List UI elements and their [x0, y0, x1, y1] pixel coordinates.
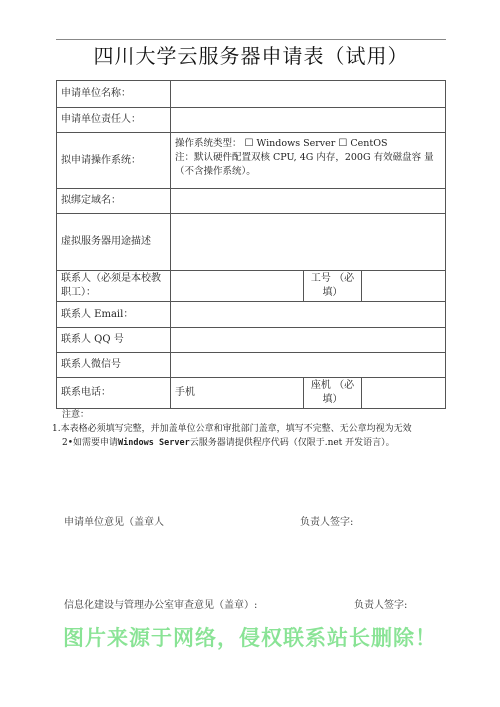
centos-option-label: CentOS	[350, 138, 388, 149]
watermark-text: 图片来源于网络，侵权联系站长删除！	[63, 626, 437, 650]
qq-field[interactable]	[171, 328, 446, 353]
unit-opinion-label: 申请单位意见（盖章人	[64, 517, 164, 528]
purpose-label: 虚拟服务器用途描述	[57, 214, 171, 271]
purpose-field[interactable]	[171, 214, 446, 271]
row-unit-owner	[57, 108, 446, 133]
windows-option-label: Windows Server	[256, 138, 336, 149]
contact-field[interactable]	[171, 271, 304, 302]
application-form-table	[56, 80, 446, 409]
row-email	[57, 302, 446, 328]
os-note-line1: 注：默认硬件配置双核 CPU, 4G 内存，200G 有效磁盘容 量	[175, 152, 434, 163]
row-domain	[57, 189, 446, 214]
applicant-unit-label: 申请单位名称：	[57, 81, 171, 108]
row-phone	[57, 378, 446, 409]
row-applicant-unit	[57, 81, 446, 108]
signer-2-label: 负责人签字:	[354, 600, 408, 611]
phone-label: 联系电话：	[57, 378, 171, 409]
office-opinion-label: 信息化建设与管理办公室审查意见（盖章）:	[64, 600, 258, 611]
notes-section	[52, 408, 452, 450]
row-purpose	[57, 214, 446, 271]
mobile-label: 手机	[175, 387, 195, 398]
note-line-2-mono: Windows Server	[118, 438, 190, 448]
centos-checkbox[interactable]: ☐	[338, 138, 348, 149]
email-field[interactable]	[171, 302, 446, 328]
note-line-1: 1.本表格必须填写完整，并加盖单位公章和审批部门盖章，填写不完整、无公章均视为无效	[52, 424, 412, 434]
row-qq	[57, 328, 446, 353]
domain-field[interactable]	[171, 189, 446, 214]
landline-label: 座机 （必填）	[304, 378, 362, 409]
email-label: 联系人 Email：	[57, 302, 171, 328]
staff-id-label: 工号 （必填）	[304, 271, 362, 302]
landline-field[interactable]	[362, 378, 446, 409]
page-title: 四川大学云服务器申请表（试用）	[93, 44, 409, 68]
os-label: 拟申请操作系统：	[57, 133, 171, 189]
os-field	[171, 133, 446, 189]
domain-label: 拟绑定域名：	[57, 189, 171, 214]
mobile-field[interactable]	[171, 378, 304, 409]
wechat-field[interactable]	[171, 353, 446, 378]
row-os	[57, 133, 446, 189]
notes-heading: 注意：	[62, 410, 90, 420]
applicant-unit-field[interactable]	[171, 81, 446, 108]
row-wechat	[57, 353, 446, 378]
signer-1-label: 负责人签字:	[300, 517, 354, 528]
unit-owner-field[interactable]	[171, 108, 446, 133]
note-line-2-suffix: 云服务器请提供程序代码（仅限于.net 开发语言）。	[189, 438, 395, 448]
staff-id-field[interactable]	[362, 271, 446, 302]
row-contact	[57, 271, 446, 302]
note-line-2	[52, 436, 452, 450]
note-line-2-prefix: 2•如需要申请	[62, 438, 119, 448]
wechat-label: 联系人微信号	[57, 353, 171, 378]
unit-owner-label: 申请单位责任人：	[57, 108, 171, 133]
contact-label: 联系人（必须是本校教职工）：	[57, 271, 171, 302]
windows-checkbox[interactable]: ☐	[244, 138, 254, 149]
qq-label: 联系人 QQ 号	[57, 328, 171, 353]
os-type-label: 操作系统类型：	[175, 138, 242, 149]
os-note-line2: （不含操作系统）。	[175, 166, 256, 177]
os-type-line	[175, 137, 441, 151]
